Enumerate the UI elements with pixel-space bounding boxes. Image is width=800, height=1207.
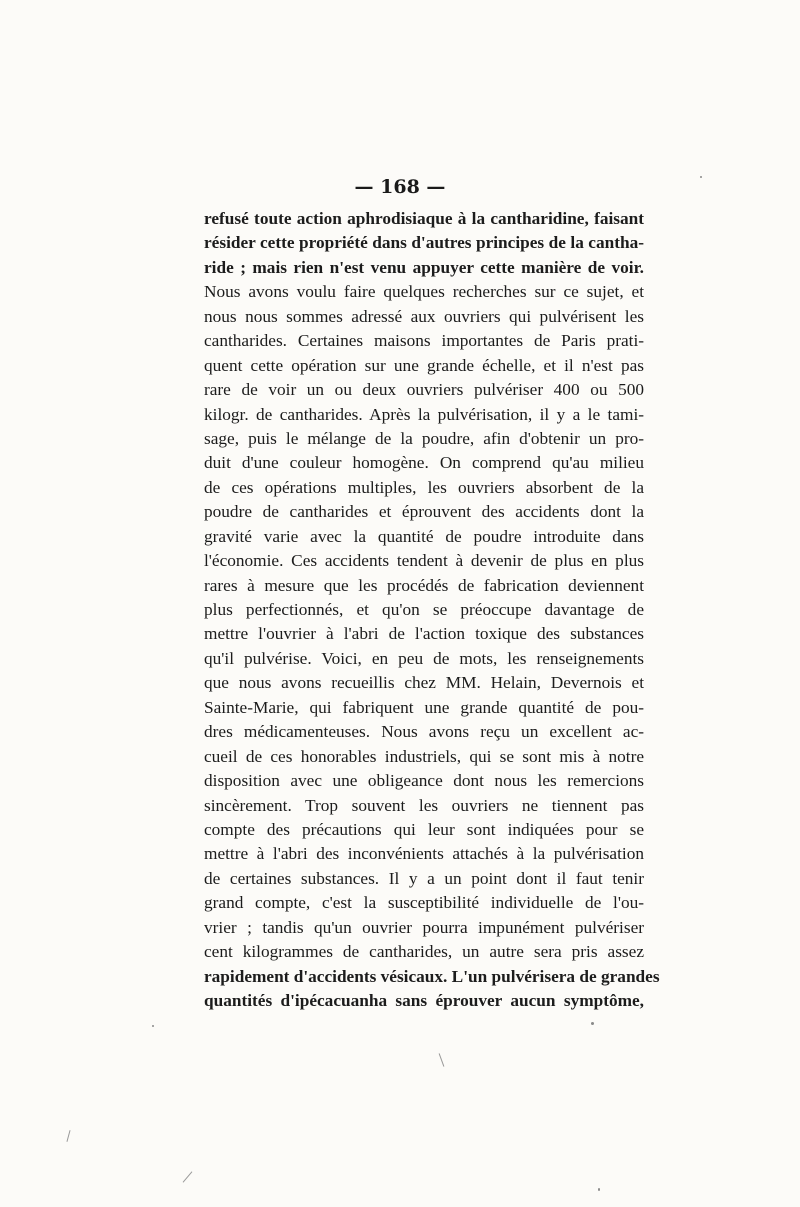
text-line: sincèrement. Trop souvent les ouvriers ne tiennent pas (204, 795, 644, 815)
text-line: rare de voir un ou deux ouvriers pulvériser 400 ou 500 (204, 380, 644, 400)
scan-mark (183, 1171, 193, 1182)
body-text (204, 207, 660, 1013)
text-line: l'économie. Ces accidents tendent à devenir de plus en plus (204, 551, 644, 571)
text-line: poudre de cantharides et éprouvent des accidents dont la (204, 502, 644, 522)
text-line: Sainte-Marie, qui fabriquent une grande quantité de pou- (204, 697, 644, 717)
text-line: mettre à l'abri des inconvénients attachés à la pulvérisation (204, 844, 644, 864)
text-line: refusé toute action aphrodisiaque à la cantharidine, faisant (204, 209, 644, 228)
text-line: ride ; mais rien n'est venu appuyer cette manière de voir. (204, 257, 644, 277)
text-line: rapidement d'accidents vésicaux. L'un pulvérisera de grandes (204, 966, 660, 986)
text-line: duit d'une couleur homogène. On comprend qu'au milieu (204, 453, 644, 473)
text-line: de ces opérations multiples, les ouvriers absorbent de la (204, 477, 644, 497)
text-line: rares à mesure que les procédés de fabrication deviennent (204, 575, 644, 595)
scan-speck (591, 1022, 594, 1025)
text-line: grand compte, c'est la susceptibilité individuelle de l'ou- (204, 893, 644, 913)
scan-speck (152, 1025, 154, 1027)
scan-mark (439, 1053, 445, 1066)
text-line: vrier ; tandis qu'un ouvrier pourra impunément pulvériser (204, 917, 644, 937)
page-number: — 168 — (354, 176, 446, 198)
scan-speck (700, 176, 702, 178)
text-line: mettre l'ouvrier à l'abri de l'action toxique des substances (204, 624, 644, 644)
text-line: de certaines substances. Il y a un point dont il faut tenir (204, 868, 644, 888)
text-line: quantités d'ipécacuanha sans éprouver aucun symptôme, (204, 991, 644, 1010)
text-line: compte des précautions qui leur sont indiquées pour se (204, 819, 644, 839)
text-line: nous nous sommes adressé aux ouvriers qui pulvérisent les (204, 306, 644, 326)
text-line: cent kilogrammes de cantharides, un autre sera pris assez (204, 942, 644, 962)
text-line: disposition avec une obligeance dont nous les remercions (204, 771, 644, 791)
scan-mark (66, 1130, 70, 1142)
text-line: cueil de ces honorables industriels, qui se sont mis à notre (204, 746, 644, 766)
text-line: sage, puis le mélange de la poudre, afin d'obtenir un pro- (204, 428, 644, 448)
text-line: que nous avons recueillis chez MM. Helain, Devernois et (204, 673, 644, 693)
text-line: résider cette propriété dans d'autres principes de la cantha- (204, 233, 644, 253)
scan-speck (598, 1188, 600, 1191)
text-line: gravité varie avec la quantité de poudre introduite dans (204, 526, 644, 546)
text-line: cantharides. Certaines maisons importantes de Paris prati- (204, 331, 644, 351)
text-line: kilogr. de cantharides. Après la pulvérisation, il y a le tami- (204, 404, 644, 424)
text-line: Nous avons voulu faire quelques recherches sur ce sujet, et (204, 282, 644, 302)
text-line: plus perfectionnés, et qu'on se préoccupe davantage de (204, 600, 644, 619)
text-line: dres médicamenteuses. Nous avons reçu un excellent ac- (204, 722, 644, 742)
text-line: qu'il pulvérise. Voici, en peu de mots, les renseignements (204, 648, 644, 668)
text-line: quent cette opération sur une grande échelle, et il n'est pas (204, 355, 644, 375)
